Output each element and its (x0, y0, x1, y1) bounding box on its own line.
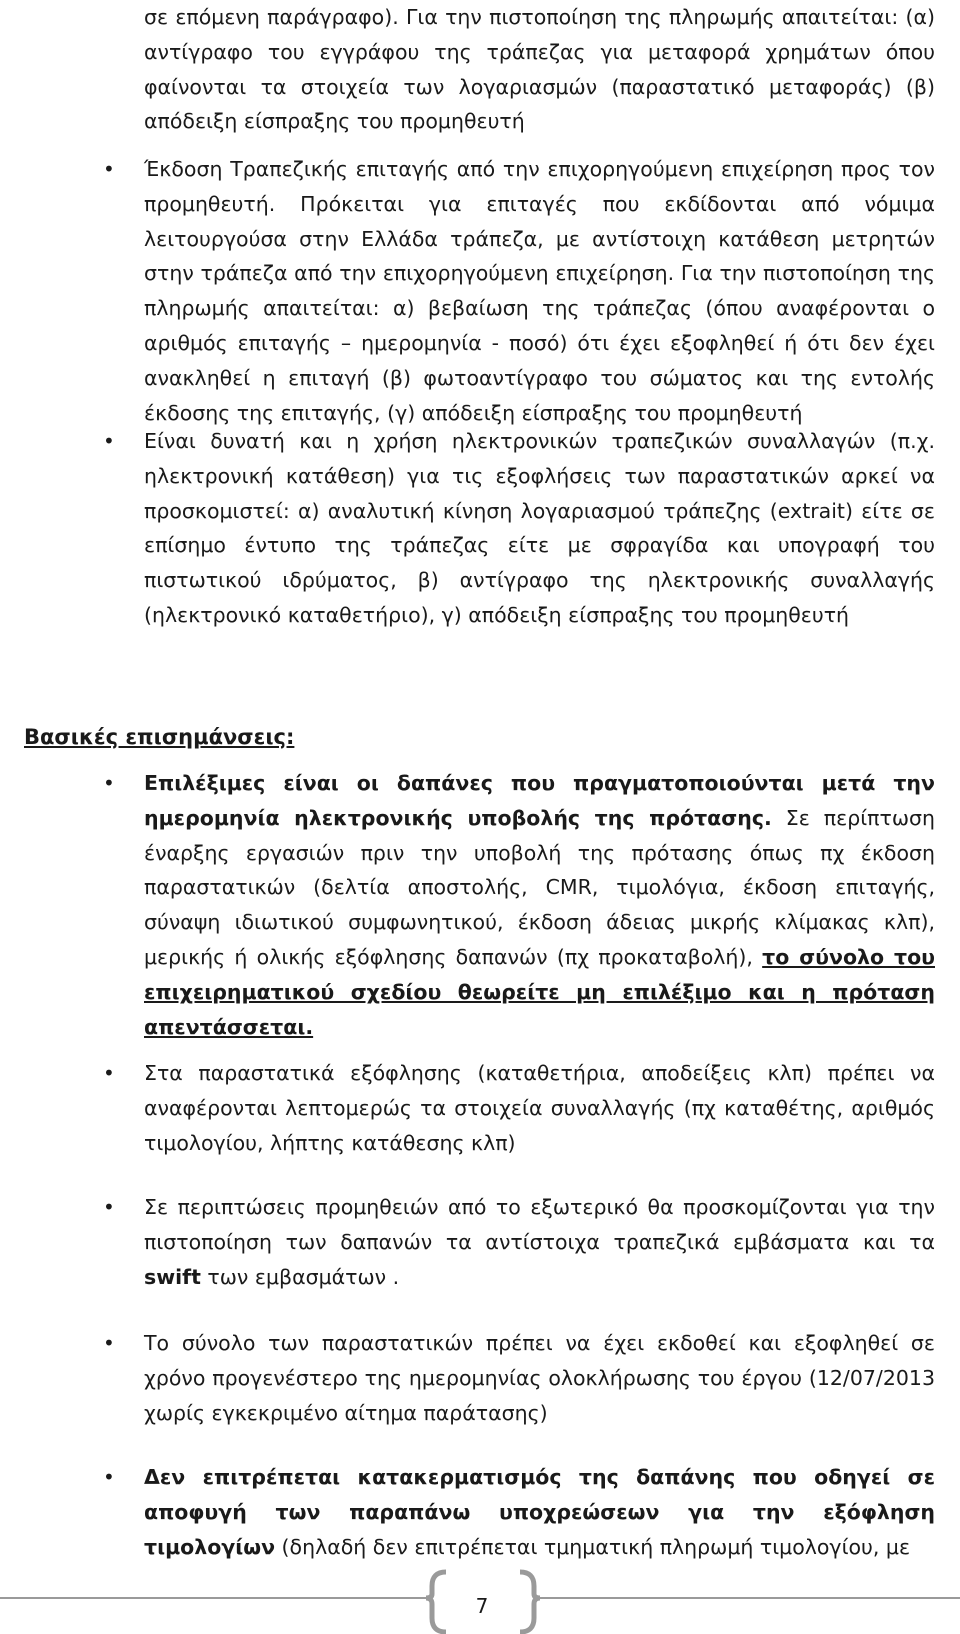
page-number: 7 (475, 1594, 489, 1618)
bullet-marker: • (103, 1465, 115, 1489)
bullet-marker: • (103, 1195, 115, 1219)
bullet-marker: • (103, 157, 115, 181)
note-foreign-text: Σε περιπτώσεις προμηθειών από το εξωτερικό θα προσκομίζονται για την πιστοποίηση των δαπανών τα αντίστοιχα τραπεζικά εμβάσματα και τα (144, 1195, 935, 1254)
note-fragmentation-text: (δηλαδή δεν επιτρέπεται τμηματική πληρωμή τιμολογίου, με (275, 1534, 911, 1559)
note-eligible-bold: Επιλέξιμες είναι οι δαπάνες που πραγματοποιούνται μετά την ημερομηνία ηλεκτρονικής υποβολής της πρότασης. (144, 771, 935, 830)
note-eligible-expenses (144, 766, 935, 1044)
note-payment-documents: Στα παραστατικά εξόφλησης (καταθετήρια, αποδείξεις κλπ) πρέπει να αναφέρονται λεπτομερώς τα στοιχεία συναλλαγής (πχ καταθέτης, αριθμός τιμολογίου, λήπτης κατάθεσης κλπ) (144, 1061, 935, 1155)
bullet-marker: • (103, 429, 115, 453)
bullet-marker: • (103, 1331, 115, 1355)
note-completion-date: Το σύνολο των παραστατικών πρέπει να έχει εκδοθεί και εξοφληθεί σε χρόνο προγενέστερο της ημερομηνίας ολοκλήρωσης του έργου (12/07/2013 χωρίς εγκεκριμένο αίτημα παράτασης) (144, 1331, 935, 1425)
intro-paragraph: σε επόμενη παράγραφο). Για την πιστοποίηση της πληρωμής απαιτείται: (α) αντίγραφο του εγγράφου της τράπεζας για μεταφορά χρημάτων όπου φαίνονται τα στοιχεία των λογαριασμών (παραστατικό μεταφοράς) (β) απόδειξη είσπραξης του προμηθευτή (144, 5, 935, 134)
footer-brace-right (520, 1572, 540, 1632)
section-heading: Βασικές επισημάνσεις: (24, 725, 295, 749)
bullet-paragraph-bank-check: Έκδοση Τραπεζικής επιταγής από την επιχορηγούμενη επιχείρηση προς τον προμηθευτή. Πρόκειται για επιταγές που εκδίδονται από νόμιμα λειτουργούσα στην Ελλάδα τράπεζα, με αντίστοιχη κατάθεση μετρητών στην τράπεζα από την επιχορηγούμενη επιχείρηση. Για την πιστοποίηση της πληρωμής απαιτείται: α) βεβαίωση της τράπεζας (όπου αναφέρονται ο αριθμός επιταγής – ημερομηνία - ποσό) ότι έχει εξοφληθεί ή ότι δεν έχει ανακληθεί η επιταγή (β) φωτοαντίγραφο του σώματος και της εντολής έκδοσης της επιταγής, (γ) απόδειξη είσπραξης του προμηθευτή (144, 157, 935, 425)
bullet-marker: • (103, 1061, 115, 1085)
bullet-paragraph-electronic-transactions: Είναι δυνατή και η χρήση ηλεκτρονικών τραπεζικών συναλλαγών (π.χ. ηλεκτρονική κατάθεση) για τις εξοφλήσεις των παραστατικών αρκεί να προσκομιστεί: α) αναλυτική κίνηση λογαριασμού τράπεζης (extrait) είτε σε επίσημο έντυπο της τράπεζας είτε με σφραγίδα και υπογραφή του πιστωτικού ιδρύματος, β) αντίγραφο της ηλεκτρονικής συναλλαγής (ηλεκτρονικό καταθετήριο), γ) απόδειξη είσπραξης του προμηθευτή (144, 429, 935, 627)
note-foreign-swift: swift (144, 1264, 201, 1289)
note-foreign-supplies (144, 1190, 935, 1294)
note-fragmentation-bold: Δεν επιτρέπεται κατακερματισμός της δαπάνης που οδηγεί σε αποφυγή των παραπάνω υποχρεώσεων για την εξόφληση τιμολογίων (144, 1465, 935, 1559)
note-foreign-end: των εμβασμάτων . (200, 1264, 400, 1289)
note-fragmentation (144, 1460, 935, 1564)
footer-brace-left (426, 1572, 446, 1632)
bullet-marker: • (103, 771, 115, 795)
note-eligible-text: Σε περίπτωση έναρξης εργασιών πριν την υποβολή της πρότασης όπως πχ έκδοση παραστατικών (δελτία αποστολής, CMR, τιμολόγια, έκδοση επιταγής, σύναψη ιδιωτικού συμφωνητικού, έκδοση άδειας μικρής κλίμακας κλπ), μερικής ή ολικής εξόφλησης δαπανών (πχ προκαταβολή), (144, 805, 935, 969)
note-eligible-underline: το σύνολο του επιχειρηματικού σχεδίου θεωρείτε μη επιλέξιμο και η πρόταση απεντάσσεται. (144, 944, 935, 1039)
